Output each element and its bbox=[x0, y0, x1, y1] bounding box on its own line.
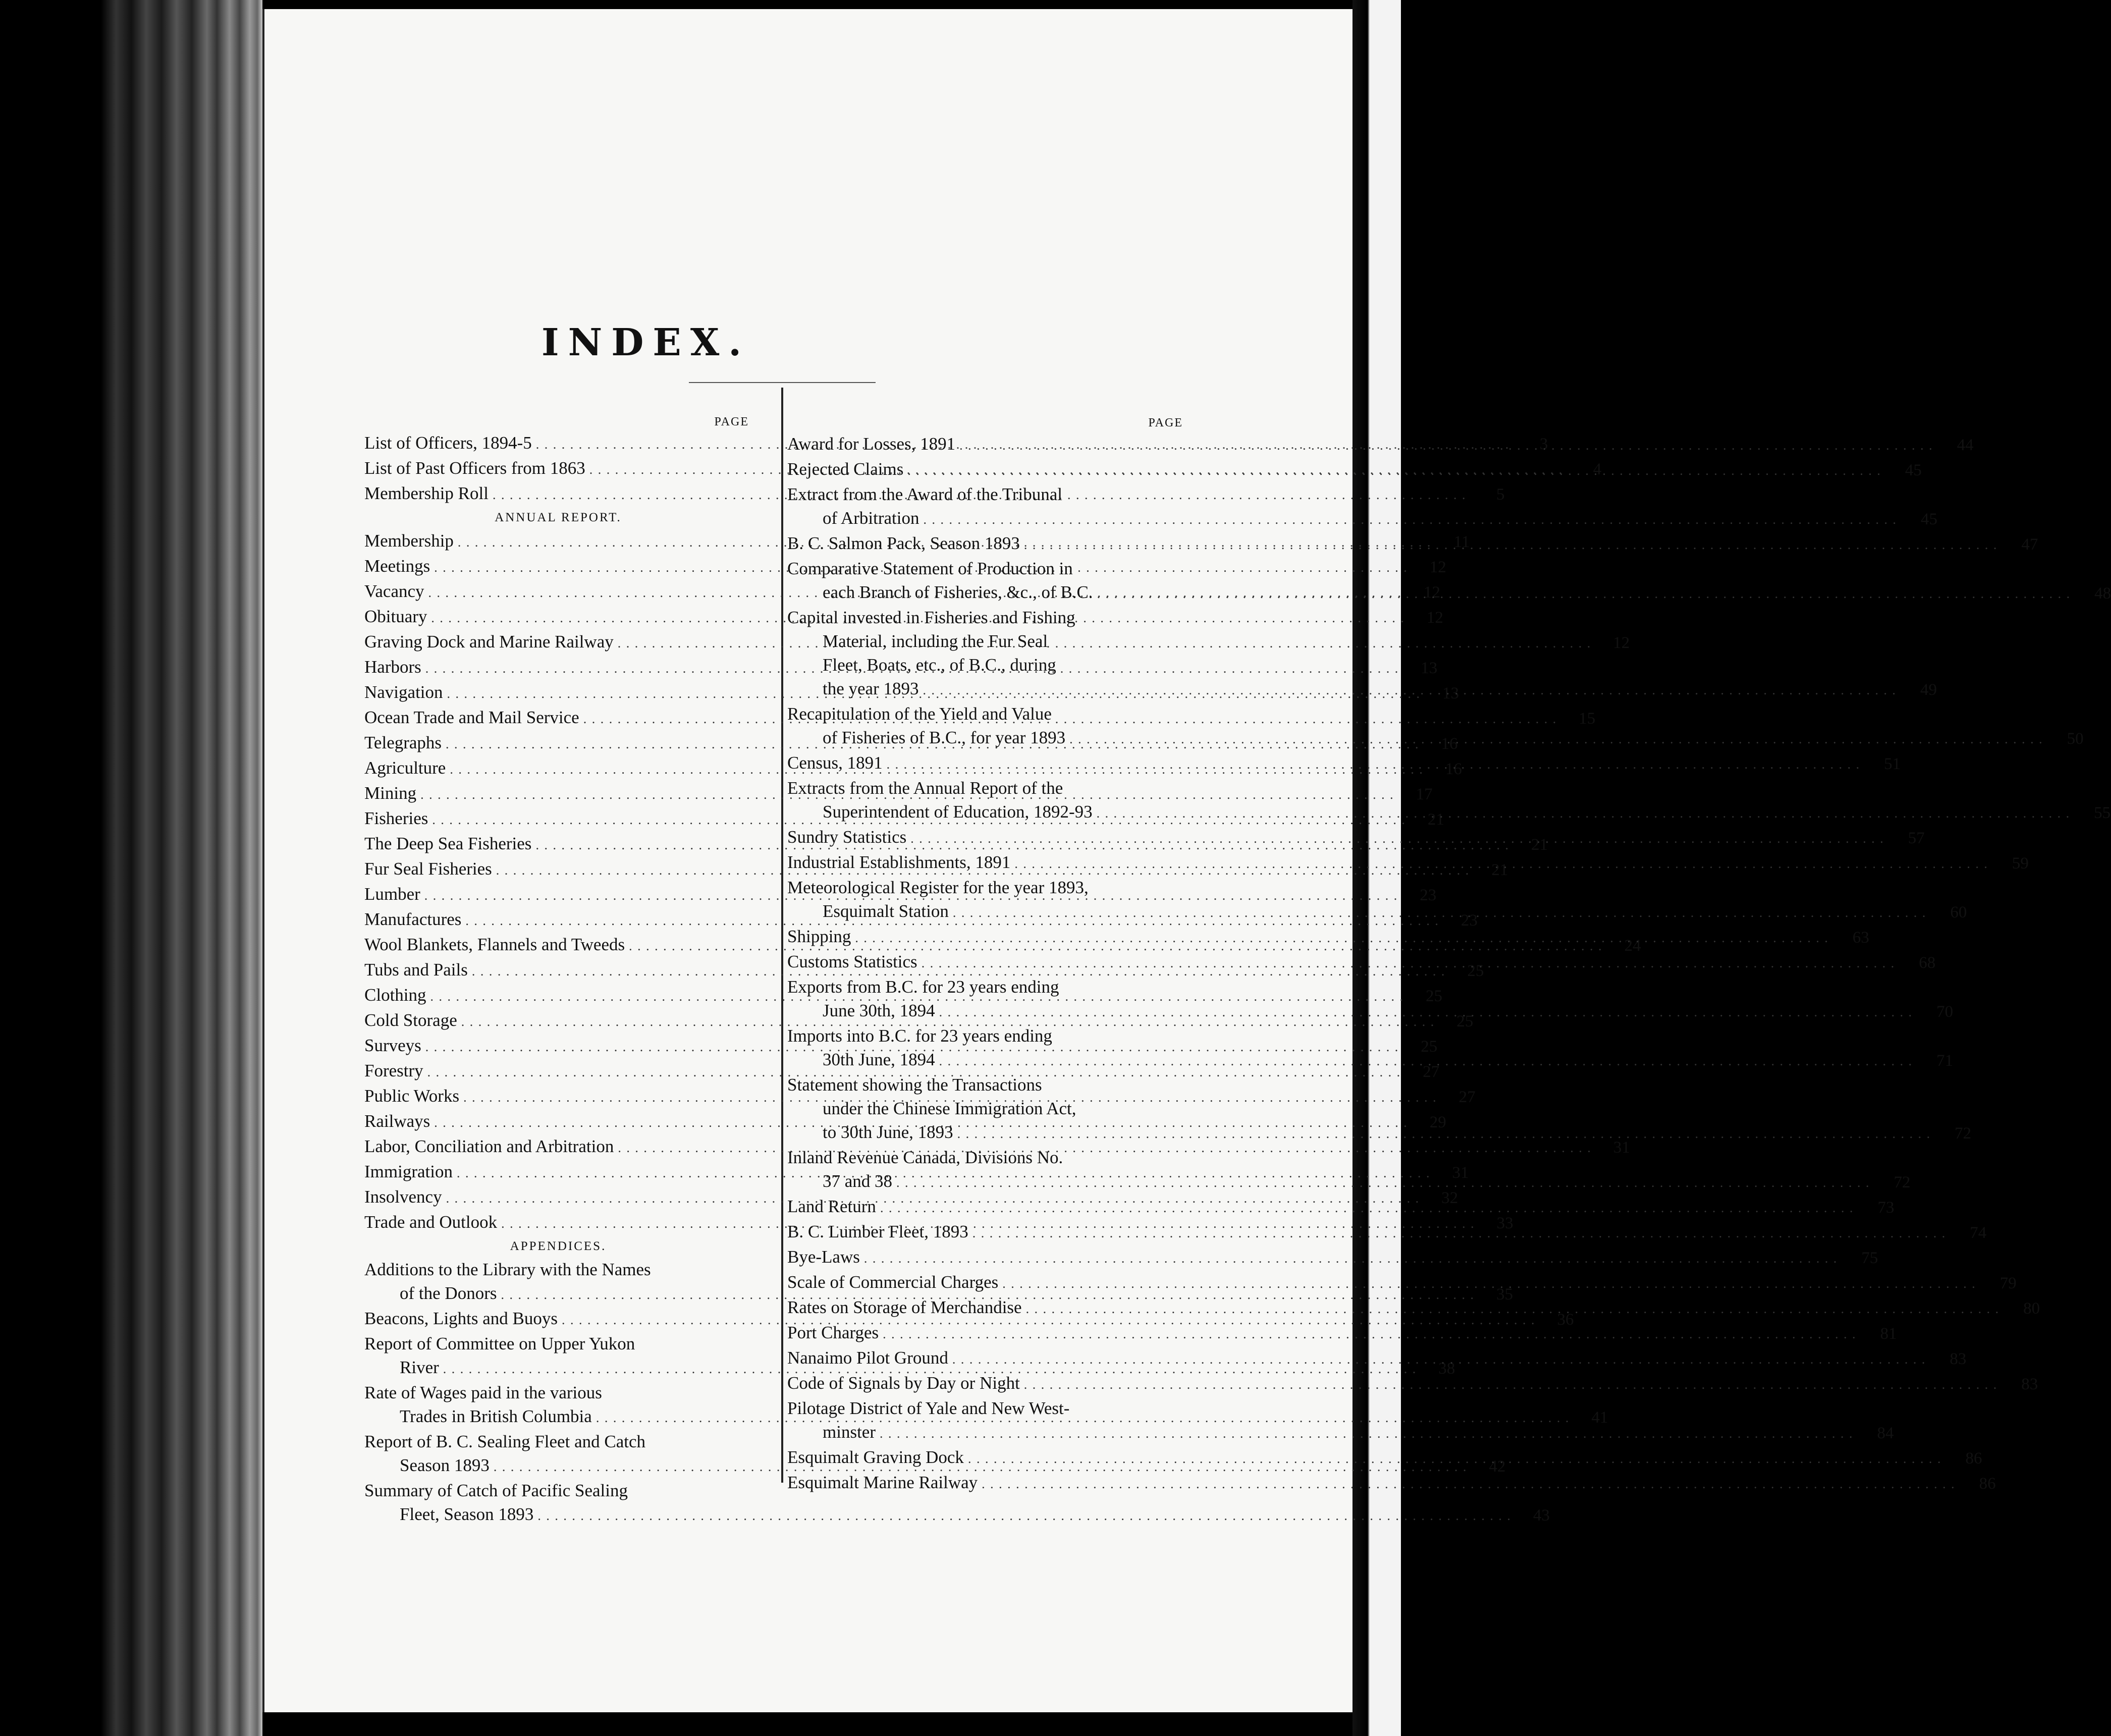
index-entry-text bbox=[787, 776, 2070, 825]
index-entry-line bbox=[787, 1097, 1931, 1120]
dot-leader bbox=[860, 1245, 1838, 1270]
index-page-number: 29 bbox=[1429, 1113, 1446, 1131]
index-entry-text bbox=[787, 1220, 1946, 1245]
dot-leader bbox=[964, 1445, 1942, 1471]
index-entry-title: Pilotage District of Yale and New West- bbox=[787, 1398, 1070, 1418]
index-entry-title: of the Donors bbox=[400, 1283, 497, 1303]
index-entry-title: Wool Blankets, Flannels and Tweeds bbox=[364, 935, 625, 954]
index-page-number: 25 bbox=[1467, 962, 1484, 980]
index-page-number: 21 bbox=[1427, 810, 1444, 829]
index-entry-text bbox=[787, 751, 1860, 776]
index-page-number: 74 bbox=[1970, 1224, 1987, 1242]
index-entry-line bbox=[787, 1220, 1946, 1245]
index-entry-text bbox=[787, 876, 1926, 925]
index-entry-title: Rejected Claims bbox=[787, 459, 904, 479]
index-entry-text bbox=[787, 606, 1897, 702]
index-entry-line bbox=[787, 1048, 1913, 1073]
index-entry-text bbox=[787, 1346, 1926, 1371]
index-entry-title: Season 1893 bbox=[400, 1455, 490, 1475]
index-entry-line bbox=[787, 432, 1933, 457]
index-entry-title: Lumber bbox=[364, 884, 420, 904]
index-entry-text bbox=[787, 1321, 1857, 1346]
index-page-number: 27 bbox=[1423, 1063, 1440, 1081]
index-entry bbox=[787, 1471, 1996, 1496]
index-entry-line bbox=[787, 876, 1926, 899]
index-page-number: 3 bbox=[1539, 435, 1548, 453]
index-entry-title: Membership bbox=[364, 531, 454, 551]
index-page-number: 24 bbox=[1624, 937, 1641, 955]
index-entry-text bbox=[787, 1371, 1997, 1396]
index-page-number: 79 bbox=[1999, 1274, 2017, 1292]
dot-leader bbox=[883, 751, 1861, 776]
page-title: INDEX. bbox=[541, 321, 750, 364]
index-page-number: 86 bbox=[1979, 1475, 1996, 1493]
index-page-number: 83 bbox=[2021, 1375, 2038, 1393]
index-entry-title: Code of Signals by Day or Night bbox=[787, 1373, 1020, 1393]
index-page-number: 17 bbox=[1416, 785, 1433, 803]
index-page-number: 15 bbox=[1579, 710, 1596, 728]
index-page-number: 4 bbox=[1593, 460, 1602, 478]
index-entry-title: Rate of Wages paid in the various bbox=[364, 1383, 602, 1402]
index-entry-line bbox=[787, 776, 2070, 800]
index-entry-title: Summary of Catch of Pacific Sealing bbox=[364, 1481, 628, 1500]
index-entry-title: Shipping bbox=[787, 927, 851, 946]
index-entry-title: Capital invested in Fisheries and Fishing bbox=[787, 608, 1075, 627]
index-entry-line bbox=[787, 726, 2043, 751]
index-page-number: 12 bbox=[1426, 609, 1443, 627]
dot-leader bbox=[876, 1195, 1854, 1220]
dot-leader bbox=[1093, 580, 2071, 606]
index-entry-line bbox=[787, 950, 1895, 975]
index-entry-title: Labor, Conciliation and Arbitration bbox=[364, 1136, 614, 1156]
index-page-number: 13 bbox=[1421, 659, 1438, 677]
index-entry-line bbox=[787, 1245, 1837, 1270]
index-entry-line bbox=[787, 1471, 1956, 1496]
index-entry-text bbox=[787, 1245, 1837, 1270]
index-entry-text bbox=[787, 1195, 1854, 1220]
index-entry-title: Meetings bbox=[364, 556, 430, 576]
dot-leader bbox=[906, 825, 1884, 850]
index-page-number: 31 bbox=[1613, 1138, 1630, 1157]
index-entry-line bbox=[787, 1169, 1870, 1195]
index-page-number: 81 bbox=[1880, 1325, 1897, 1343]
index-entry-title: Industrial Establishments, 1891 bbox=[787, 852, 1011, 872]
index-entry-title: List of Officers, 1894-5 bbox=[364, 433, 532, 453]
index-entry-text bbox=[787, 1396, 1853, 1445]
dot-leader bbox=[998, 1270, 1976, 1295]
index-entry-title: Tubs and Pails bbox=[364, 960, 468, 980]
dot-leader bbox=[955, 432, 1933, 457]
index-entry-line bbox=[787, 653, 1897, 677]
index-entry-line bbox=[787, 1321, 1857, 1346]
dot-leader bbox=[935, 1048, 1913, 1073]
index-entry-line bbox=[787, 1195, 1854, 1220]
index-entry-line bbox=[787, 999, 1913, 1024]
dot-leader bbox=[953, 1120, 1931, 1146]
index-entry-line bbox=[787, 1270, 1976, 1295]
index-entry-title: Customs Statistics bbox=[787, 952, 917, 971]
index-entry-title: Census, 1891 bbox=[787, 753, 883, 773]
index-entry-title: to 30th June, 1893 bbox=[823, 1122, 953, 1142]
index-entry-title: Scale of Commercial Charges bbox=[787, 1272, 999, 1292]
index-entry-line bbox=[787, 751, 1860, 776]
index-entry-title: Fisheries bbox=[364, 808, 428, 828]
index-page-number: 44 bbox=[1957, 436, 1974, 454]
index-entry-line bbox=[787, 531, 1997, 557]
index-entry-title: Report of Committee on Upper Yukon bbox=[364, 1334, 635, 1353]
index-entry-text bbox=[787, 1295, 1999, 1321]
index-page-number: 33 bbox=[1496, 1214, 1513, 1232]
index-entry-title: Immigration bbox=[364, 1162, 453, 1181]
dot-leader bbox=[949, 899, 1927, 925]
index-page-number: 23 bbox=[1420, 886, 1437, 904]
index-entry-title: each Branch of Fisheries, &c., of B.C. bbox=[823, 582, 1093, 602]
dot-leader bbox=[1020, 531, 1998, 557]
index-entry-title: The Deep Sea Fisheries bbox=[364, 834, 532, 853]
index-page-number: 73 bbox=[1877, 1199, 1895, 1217]
index-entry-title: Recapitulation of the Yield and Value bbox=[787, 704, 1052, 724]
index-entry-line bbox=[787, 800, 2070, 825]
index-entry-title: Forestry bbox=[364, 1061, 423, 1080]
index-entry-text bbox=[787, 457, 1881, 482]
index-entry-title: Port Charges bbox=[787, 1323, 879, 1342]
index-entry-text bbox=[787, 702, 2043, 751]
index-page-number: 68 bbox=[1919, 954, 1936, 972]
dot-leader bbox=[917, 950, 1896, 975]
index-entry-line bbox=[787, 702, 2043, 726]
dot-leader bbox=[978, 1471, 1956, 1496]
index-entry-title: the year 1893 bbox=[823, 679, 919, 698]
index-page-number: 16 bbox=[1441, 735, 1458, 753]
index-entry-title: Railways bbox=[364, 1111, 430, 1131]
index-entry-line bbox=[787, 1371, 1997, 1396]
dot-leader bbox=[903, 457, 1881, 482]
page-column-heading: PAGE bbox=[714, 415, 749, 428]
index-entry bbox=[787, 1321, 1897, 1346]
index-page-number: 59 bbox=[2012, 854, 2029, 873]
index-entry-text bbox=[787, 925, 1829, 950]
index-entry-line bbox=[787, 580, 2071, 606]
index-entry-title: Award for Losses, 1891 bbox=[787, 434, 956, 454]
title-rule bbox=[689, 382, 876, 383]
index-entry-title: Vacancy bbox=[364, 581, 424, 601]
index-page-number: 13 bbox=[1442, 684, 1459, 702]
dot-leader bbox=[1022, 1295, 2000, 1321]
index-page-number: 25 bbox=[1421, 1038, 1438, 1056]
index-entry-line bbox=[364, 1502, 1511, 1528]
index-entry-line bbox=[787, 457, 1881, 482]
index-entry-title: Membership Roll bbox=[364, 483, 489, 503]
index-entry-line bbox=[787, 925, 1829, 950]
index-entry-title: Superintendent of Education, 1892-93 bbox=[823, 802, 1093, 822]
index-page-number: 55 bbox=[2094, 804, 2111, 822]
dot-leader bbox=[879, 1321, 1857, 1346]
index-entry-title: Comparative Statement of Production in bbox=[787, 559, 1073, 578]
index-page-number: 57 bbox=[1908, 829, 1925, 847]
index-entry-line bbox=[787, 506, 1897, 531]
index-page-number: 27 bbox=[1458, 1088, 1476, 1106]
dot-leader bbox=[948, 1346, 1926, 1371]
dot-leader bbox=[892, 1169, 1870, 1195]
index-entry-title: Material, including the Fur Seal bbox=[823, 631, 1048, 651]
index-entry-line bbox=[787, 606, 1897, 629]
index-page-number: 86 bbox=[1965, 1449, 1982, 1468]
index-page-number: 12 bbox=[1429, 558, 1446, 576]
index-page-number: 60 bbox=[1950, 903, 1967, 921]
dot-leader bbox=[919, 506, 1898, 531]
index-entry-line bbox=[787, 557, 2071, 580]
index-entry-title: Imports into B.C. for 23 years ending bbox=[787, 1026, 1052, 1046]
index-page-number: 50 bbox=[2067, 730, 2084, 748]
index-entry bbox=[787, 457, 1922, 482]
index-page-number: 38 bbox=[1438, 1360, 1455, 1378]
index-entry-title: Additions to the Library with the Names bbox=[364, 1260, 651, 1279]
index-entry-title: June 30th, 1894 bbox=[823, 1001, 935, 1020]
index-page-number: 72 bbox=[1893, 1173, 1911, 1191]
index-entry-text bbox=[787, 1445, 1941, 1471]
index-entry-title: Statement showing the Transactions bbox=[787, 1075, 1042, 1095]
index-page-number: 25 bbox=[1426, 987, 1443, 1005]
index-entry-line bbox=[787, 1346, 1926, 1371]
index-entry-title: minster bbox=[823, 1422, 876, 1442]
index-entry-title: Trades in British Columbia bbox=[400, 1406, 592, 1426]
book-spine-edge bbox=[0, 0, 262, 1736]
index-page-number: 47 bbox=[2021, 535, 2038, 554]
index-entry-title: List of Past Officers from 1863 bbox=[364, 458, 585, 478]
dot-leader bbox=[1093, 800, 2071, 825]
index-entry-text bbox=[787, 1146, 1870, 1195]
index-page-number: 75 bbox=[1861, 1249, 1878, 1267]
index-entry-line bbox=[787, 1024, 1913, 1048]
index-page-number: 48 bbox=[2094, 584, 2111, 603]
dot-leader bbox=[533, 1502, 1511, 1528]
index-entry-line bbox=[787, 677, 1897, 702]
index-page-number: 36 bbox=[1557, 1311, 1574, 1329]
section-heading: ANNUAL REPORT. bbox=[495, 511, 622, 524]
index-page-number: 35 bbox=[1496, 1285, 1513, 1304]
index-page-number: 31 bbox=[1452, 1164, 1469, 1182]
dot-leader bbox=[968, 1220, 1946, 1245]
index-entry-title: Ocean Trade and Mail Service bbox=[364, 708, 579, 727]
index-entry-text bbox=[787, 531, 1997, 557]
index-entry-text bbox=[787, 950, 1895, 975]
index-entry-title: Graving Dock and Marine Railway bbox=[364, 632, 614, 652]
index-entry-text bbox=[787, 557, 2071, 606]
index-entry-title: Agriculture bbox=[364, 758, 446, 778]
index-entry-title: Meteorological Register for the year 1893, bbox=[787, 878, 1089, 897]
index-entry-title: Beacons, Lights and Buoys bbox=[364, 1309, 558, 1328]
index-entry-title: B. C. Lumber Fleet, 1893 bbox=[787, 1222, 968, 1241]
index-entry-line bbox=[787, 1073, 1931, 1097]
index-entry-line bbox=[787, 1146, 1870, 1169]
index-entry-text bbox=[787, 1270, 1976, 1295]
index-page-number: 12 bbox=[1613, 634, 1630, 652]
index-entry-title: Sundry Statistics bbox=[787, 827, 907, 847]
index-entry-text bbox=[787, 1024, 1913, 1073]
index-page-number: 23 bbox=[1460, 911, 1478, 930]
index-entry-title: Extract from the Award of the Tribunal bbox=[787, 484, 1063, 504]
page-column-heading: PAGE bbox=[1148, 416, 1183, 429]
index-entry-line bbox=[787, 1120, 1931, 1146]
index-page-number: 71 bbox=[1936, 1052, 1954, 1070]
index-entry-title: of Arbitration bbox=[823, 508, 919, 528]
index-page-number: 70 bbox=[1936, 1003, 1954, 1021]
index-page-number: 63 bbox=[1852, 929, 1869, 947]
index-entry-text bbox=[787, 1471, 1956, 1496]
index-page-number: 25 bbox=[1456, 1012, 1474, 1030]
index-page-number: 49 bbox=[1920, 681, 1937, 699]
index-entry bbox=[787, 1245, 1878, 1270]
index-page-number: 12 bbox=[1424, 583, 1441, 602]
index-entry-title: Esquimalt Station bbox=[823, 901, 949, 921]
index-entry-title: Extracts from the Annual Report of the bbox=[787, 778, 1063, 798]
index-page-number: 41 bbox=[1591, 1408, 1608, 1427]
index-entry bbox=[787, 1371, 2038, 1396]
index-entry-line bbox=[787, 899, 1926, 925]
index-entry-text bbox=[787, 482, 1897, 531]
index-entry-text bbox=[787, 825, 1884, 850]
index-entry-title: River bbox=[400, 1358, 439, 1377]
index-entry-title: Report of B. C. Sealing Fleet and Catch bbox=[364, 1432, 645, 1451]
index-page-number: 80 bbox=[2023, 1299, 2040, 1318]
index-entry-title: Insolvency bbox=[364, 1187, 442, 1207]
index-entry-title: Surveys bbox=[364, 1036, 421, 1055]
index-entry-title: Mining bbox=[364, 783, 417, 803]
index-entry-title: Esquimalt Graving Dock bbox=[787, 1447, 964, 1467]
index-entry-title: Fur Seal Fisheries bbox=[364, 859, 492, 879]
index-entry-title: Navigation bbox=[364, 682, 443, 702]
index-entry-text bbox=[787, 1073, 1931, 1146]
index-page-number: 11 bbox=[1453, 533, 1470, 551]
index-entry-title: Fleet, Boats, etc., of B.C., during bbox=[823, 655, 1056, 675]
index-entry-text bbox=[787, 432, 1933, 457]
index-page-number: 16 bbox=[1445, 760, 1462, 778]
dot-leader bbox=[876, 1420, 1854, 1445]
index-page-number: 84 bbox=[1877, 1424, 1894, 1442]
dot-leader bbox=[935, 999, 1913, 1024]
index-entry-text bbox=[787, 975, 1913, 1024]
index-entry-title: Inland Revenue Canada, Divisions No. bbox=[787, 1148, 1063, 1167]
index-page-number: 45 bbox=[1905, 461, 1922, 479]
index-entry-line bbox=[787, 975, 1913, 999]
index-entry-title: Bye-Laws bbox=[787, 1247, 860, 1267]
index-entry-text bbox=[787, 850, 1988, 876]
index-entry-line bbox=[787, 850, 1988, 876]
dot-leader bbox=[1065, 726, 2043, 751]
index-entry-line bbox=[787, 629, 1897, 653]
index-entry-title: under the Chinese Immigration Act, bbox=[823, 1099, 1076, 1118]
index-entry-title: Esquimalt Marine Railway bbox=[787, 1473, 978, 1492]
index-entry-title: 37 and 38 bbox=[823, 1171, 893, 1191]
index-entry-line bbox=[787, 1445, 1941, 1471]
index-page-number: 21 bbox=[1531, 836, 1548, 854]
index-page-number: 43 bbox=[1533, 1506, 1550, 1525]
index-entry-line bbox=[787, 482, 1897, 506]
index-entry-title: Exports from B.C. for 23 years ending bbox=[787, 977, 1059, 997]
index-entry-title: B. C. Salmon Pack, Season 1893 bbox=[787, 533, 1020, 553]
dot-leader bbox=[851, 925, 1829, 950]
index-entry-title: Trade and Outlook bbox=[364, 1212, 498, 1232]
index-page-number: 72 bbox=[1955, 1124, 1972, 1143]
index-page-number: 83 bbox=[1950, 1350, 1967, 1368]
index-entry-line bbox=[787, 1295, 1999, 1321]
dot-leader bbox=[1020, 1371, 1998, 1396]
index-page-number: 45 bbox=[1921, 510, 1937, 528]
section-heading: APPENDICES. bbox=[510, 1239, 607, 1253]
index-entry bbox=[787, 432, 1974, 457]
index-entry-title: Nanaimo Pilot Ground bbox=[787, 1348, 948, 1368]
index-page-number: 42 bbox=[1489, 1457, 1506, 1476]
index-entry-line bbox=[787, 1396, 1853, 1420]
index-page-number: 5 bbox=[1496, 485, 1505, 504]
index-entry-line bbox=[787, 825, 1884, 850]
index-entry-title: Manufactures bbox=[364, 909, 462, 929]
index-entry-title: Public Works bbox=[364, 1086, 460, 1106]
index-entry bbox=[787, 482, 1937, 531]
index-entry-title: Cold Storage bbox=[364, 1010, 457, 1030]
index-entry-title: Land Return bbox=[787, 1197, 876, 1216]
index-entry-title: Clothing bbox=[364, 985, 426, 1005]
index-entry-title: Telegraphs bbox=[364, 733, 442, 752]
index-page-number: 51 bbox=[1884, 755, 1901, 773]
index-entry-title: Rates on Storage of Merchandise bbox=[787, 1297, 1022, 1317]
index-entry-title: Obituary bbox=[364, 607, 427, 626]
index-entry-line bbox=[787, 1420, 1853, 1445]
index-entry-title: of Fisheries of B.C., for year 1893 bbox=[823, 728, 1066, 747]
index-page-number: 21 bbox=[1491, 861, 1508, 879]
index-page-number: 32 bbox=[1441, 1189, 1458, 1207]
dot-leader bbox=[918, 677, 1897, 702]
index-entry-title: Harbors bbox=[364, 657, 421, 677]
index-entry-title: Fleet, Season 1893 bbox=[400, 1504, 534, 1524]
dot-leader bbox=[1010, 850, 1988, 876]
index-entry-title: 30th June, 1894 bbox=[823, 1050, 935, 1069]
